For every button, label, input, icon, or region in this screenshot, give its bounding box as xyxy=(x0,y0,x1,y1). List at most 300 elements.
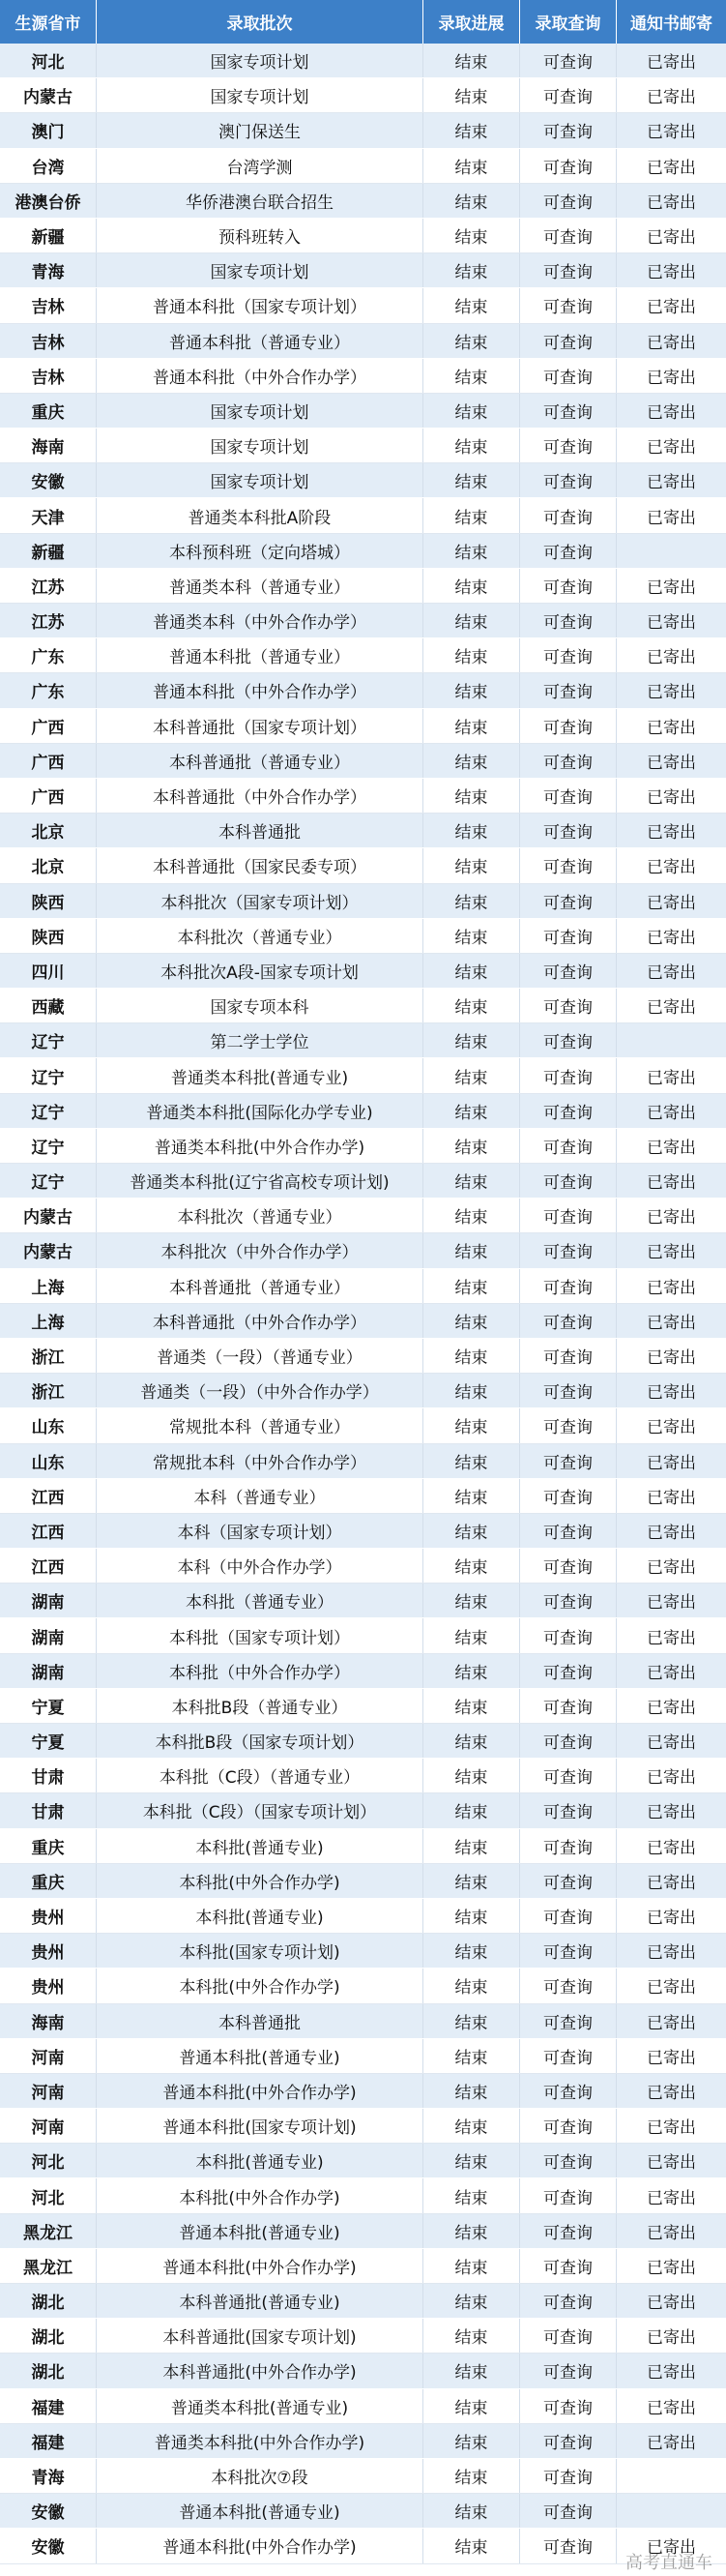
cell-progress: 结束 xyxy=(423,2529,520,2562)
cell-batch: 第二学士学位 xyxy=(97,1023,423,1057)
cell-batch: 本科批（C段）（普通专业） xyxy=(97,1759,423,1792)
cell-notice-mail: 已寄出 xyxy=(647,1103,696,1123)
cell-notice-mail: 已寄出 xyxy=(647,508,696,528)
cell-progress: 结束 xyxy=(423,2039,520,2073)
cell-province: 安徽 xyxy=(0,463,97,497)
table-row xyxy=(0,1864,726,1899)
cell-progress: 结束 xyxy=(423,1829,520,1863)
cell-progress: 结束 xyxy=(423,1374,520,1407)
cell-province: 陕西 xyxy=(0,884,97,918)
cell-query: 可查询 xyxy=(520,1023,617,1057)
cell-progress: 结束 xyxy=(423,1408,520,1442)
table-row xyxy=(0,848,726,883)
cell-query: 可查询 xyxy=(520,2178,617,2212)
cell-query: 可查询 xyxy=(520,2249,617,2283)
cell-query: 可查询 xyxy=(520,2214,617,2248)
cell-query: 可查询 xyxy=(520,1199,617,1232)
cell-notice-mail: 已寄出 xyxy=(647,648,696,668)
cell-province: 广西 xyxy=(0,779,97,813)
cell-query: 可查询 xyxy=(520,954,617,988)
cell-batch: 本科普通批（中外合作办学） xyxy=(97,779,423,813)
cell-province: 河南 xyxy=(0,2074,97,2108)
cell-progress: 结束 xyxy=(423,1899,520,1933)
cell-province: 江苏 xyxy=(0,604,97,637)
cell-batch: 常规批本科（普通专业） xyxy=(97,1408,423,1442)
cell-notice-mail: 已寄出 xyxy=(647,2433,696,2453)
cell-progress: 结束 xyxy=(423,2319,520,2353)
table-row xyxy=(0,2039,726,2074)
cell-batch: 本科批次（普通专业） xyxy=(97,1199,423,1232)
table-header xyxy=(0,0,726,44)
cell-province: 福建 xyxy=(0,2424,97,2458)
cell-province: 青海 xyxy=(0,253,97,287)
cell-notice-mail: 已寄出 xyxy=(647,718,696,738)
watermark-text: 高考直通车 xyxy=(625,2553,712,2573)
table-row xyxy=(0,1094,726,1129)
table-row xyxy=(0,1408,726,1443)
cell-province: 重庆 xyxy=(0,1864,97,1898)
table-row xyxy=(0,779,726,814)
cell-progress: 结束 xyxy=(423,44,520,77)
cell-progress: 结束 xyxy=(423,2074,520,2108)
cell-batch: 本科批(普通专业) xyxy=(97,1899,423,1933)
cell-province: 广西 xyxy=(0,744,97,778)
table-row xyxy=(0,2109,726,2144)
table-row xyxy=(0,1269,726,1304)
cell-notice-mail: 已寄出 xyxy=(647,53,696,74)
table-row xyxy=(0,744,726,779)
cell-query: 可查询 xyxy=(520,113,617,147)
cell-notice-mail: 已寄出 xyxy=(647,683,696,703)
table-row xyxy=(0,1549,726,1584)
cell-batch: 普通本科批(普通专业) xyxy=(97,2214,423,2248)
cell-query: 可查询 xyxy=(520,253,617,287)
cell-notice-mail: 已寄出 xyxy=(647,1453,696,1473)
cell-progress: 结束 xyxy=(423,2494,520,2528)
cell-progress: 结束 xyxy=(423,604,520,637)
cell-batch: 本科普通批（中外合作办学） xyxy=(97,1304,423,1338)
cell-query: 可查询 xyxy=(520,1444,617,1478)
cell-batch: 本科批（普通专业） xyxy=(97,1584,423,1617)
cell-batch: 普通本科批(国家专项计划) xyxy=(97,2109,423,2143)
table-row xyxy=(0,2004,726,2039)
cell-notice-mail: 已寄出 xyxy=(647,577,696,598)
cell-progress: 结束 xyxy=(423,429,520,462)
cell-batch: 本科批B段（普通专业） xyxy=(97,1689,423,1723)
cell-province: 陕西 xyxy=(0,919,97,953)
cell-query: 可查询 xyxy=(520,1654,617,1688)
cell-notice-mail: 已寄出 xyxy=(647,1278,696,1298)
cell-notice-mail: 已寄出 xyxy=(647,2118,696,2139)
cell-query: 可查询 xyxy=(520,1864,617,1898)
cell-province: 辽宁 xyxy=(0,1058,97,1092)
cell-query: 可查询 xyxy=(520,919,617,953)
cell-batch: 本科普通批(国家专项计划) xyxy=(97,2319,423,2353)
cell-batch: 本科（普通专业） xyxy=(97,1479,423,1513)
cell-progress: 结束 xyxy=(423,1444,520,1478)
cell-batch: 国家专项本科 xyxy=(97,989,423,1022)
cell-province: 甘肃 xyxy=(0,1793,97,1827)
table-row xyxy=(0,1793,726,1828)
cell-notice-mail: 已寄出 xyxy=(647,1698,696,1718)
cell-province: 海南 xyxy=(0,2004,97,2038)
cell-batch: 本科批（中外合作办学） xyxy=(97,1654,423,1688)
cell-province: 内蒙古 xyxy=(0,1199,97,1232)
cell-progress: 结束 xyxy=(423,2354,520,2387)
cell-batch: 本科批(中外合作办学) xyxy=(97,1969,423,2002)
cell-batch: 国家专项计划 xyxy=(97,78,423,112)
cell-notice-mail: 已寄出 xyxy=(647,263,696,283)
cell-progress: 结束 xyxy=(423,1023,520,1057)
cell-progress: 结束 xyxy=(423,1479,520,1513)
cell-notice-mail: 已寄出 xyxy=(647,1733,696,1754)
cell-progress: 结束 xyxy=(423,359,520,393)
cell-progress: 结束 xyxy=(423,2214,520,2248)
cell-query: 可查询 xyxy=(520,149,617,183)
cell-query: 可查询 xyxy=(520,534,617,568)
cell-batch: 普通类本科批(中外合作办学) xyxy=(97,2424,423,2458)
cell-progress: 结束 xyxy=(423,2459,520,2493)
cell-progress: 结束 xyxy=(423,2109,520,2143)
cell-notice-mail: 已寄出 xyxy=(647,753,696,773)
cell-notice-mail: 已寄出 xyxy=(647,438,696,459)
cell-province: 河北 xyxy=(0,2178,97,2212)
table-row xyxy=(0,429,726,463)
cell-batch: 本科批B段（国家专项计划） xyxy=(97,1724,423,1758)
table-row xyxy=(0,1339,726,1374)
cell-notice-mail: 已寄出 xyxy=(647,2083,696,2103)
cell-notice-mail: 已寄出 xyxy=(647,1243,696,1263)
cell-progress: 结束 xyxy=(423,1793,520,1827)
table-row xyxy=(0,2459,726,2494)
cell-query: 可查询 xyxy=(520,324,617,358)
cell-province: 河北 xyxy=(0,2144,97,2177)
cell-progress: 结束 xyxy=(423,1549,520,1583)
cell-batch: 本科普通批（国家民委专项） xyxy=(97,848,423,882)
cell-batch: 本科批(中外合作办学) xyxy=(97,1864,423,1898)
cell-query: 可查询 xyxy=(520,78,617,112)
cell-batch: 本科批(普通专业) xyxy=(97,2144,423,2177)
cell-notice-mail: 已寄出 xyxy=(647,962,696,983)
cell-batch: 本科批次（普通专业） xyxy=(97,919,423,953)
cell-query: 可查询 xyxy=(520,1058,617,1092)
cell-batch: 本科普通批(普通专业) xyxy=(97,2284,423,2318)
cell-progress: 结束 xyxy=(423,534,520,568)
cell-query: 可查询 xyxy=(520,1724,617,1758)
cell-notice-mail: 已寄出 xyxy=(647,158,696,178)
cell-province: 湖北 xyxy=(0,2354,97,2387)
cell-progress: 结束 xyxy=(423,1129,520,1163)
cell-province: 湖北 xyxy=(0,2319,97,2353)
table-row xyxy=(0,1724,726,1759)
cell-query: 可查询 xyxy=(520,1899,617,1933)
table-row xyxy=(0,359,726,394)
cell-query: 可查询 xyxy=(520,288,617,322)
cell-batch: 本科预科班（定向塔城） xyxy=(97,534,423,568)
table-row xyxy=(0,1969,726,2003)
cell-notice-mail: 已寄出 xyxy=(647,1768,696,1789)
cell-batch: 普通类（一段）（普通专业） xyxy=(97,1339,423,1373)
cell-province: 重庆 xyxy=(0,394,97,428)
cell-batch: 预科班转入 xyxy=(97,219,423,252)
cell-query: 可查询 xyxy=(520,884,617,918)
cell-progress: 结束 xyxy=(423,1164,520,1198)
cell-province: 上海 xyxy=(0,1269,97,1303)
cell-query: 可查询 xyxy=(520,604,617,637)
cell-province: 辽宁 xyxy=(0,1129,97,1163)
cell-progress: 结束 xyxy=(423,638,520,672)
cell-query: 可查询 xyxy=(520,2319,617,2353)
cell-notice-mail: 已寄出 xyxy=(647,2223,696,2243)
cell-notice-mail: 已寄出 xyxy=(647,2328,696,2349)
cell-query: 可查询 xyxy=(520,2354,617,2387)
cell-province: 广东 xyxy=(0,638,97,672)
cell-batch: 国家专项计划 xyxy=(97,253,423,287)
table-row xyxy=(0,1899,726,1934)
cell-province: 新疆 xyxy=(0,219,97,252)
table-row xyxy=(0,113,726,148)
cell-notice-mail: 已寄出 xyxy=(647,1173,696,1194)
table-row xyxy=(0,2529,726,2563)
cell-province: 江苏 xyxy=(0,569,97,603)
header-batch: 录取批次 xyxy=(97,0,423,44)
table-row xyxy=(0,2178,726,2213)
cell-notice-mail: 已寄出 xyxy=(647,1068,696,1088)
table-row xyxy=(0,954,726,989)
cell-notice-mail: 已寄出 xyxy=(647,858,696,878)
table-row xyxy=(0,1514,726,1549)
cell-notice-mail: 已寄出 xyxy=(647,1628,696,1648)
cell-notice-mail xyxy=(617,534,726,568)
cell-progress: 结束 xyxy=(423,1934,520,1968)
cell-notice-mail: 已寄出 xyxy=(647,893,696,913)
cell-province: 西藏 xyxy=(0,989,97,1022)
cell-progress: 结束 xyxy=(423,2178,520,2212)
cell-province: 宁夏 xyxy=(0,1689,97,1723)
cell-province: 安徽 xyxy=(0,2494,97,2528)
cell-province: 新疆 xyxy=(0,534,97,568)
cell-batch: 普通本科批（中外合作办学） xyxy=(97,673,423,707)
cell-progress: 结束 xyxy=(423,1584,520,1617)
header-province: 生源省市 xyxy=(0,0,97,44)
cell-batch: 本科（国家专项计划） xyxy=(97,1514,423,1548)
cell-query: 可查询 xyxy=(520,2284,617,2318)
table-row xyxy=(0,184,726,219)
table-row xyxy=(0,1479,726,1514)
cell-batch: 普通类本科（普通专业） xyxy=(97,569,423,603)
cell-progress: 结束 xyxy=(423,1199,520,1232)
cell-batch: 普通本科批(中外合作办学) xyxy=(97,2249,423,2283)
cell-progress: 结束 xyxy=(423,1759,520,1792)
table-row xyxy=(0,2214,726,2249)
cell-batch: 本科普通批(中外合作办学) xyxy=(97,2354,423,2387)
cell-progress: 结束 xyxy=(423,2284,520,2318)
table-row xyxy=(0,814,726,848)
table-row xyxy=(0,2354,726,2388)
cell-progress: 结束 xyxy=(423,709,520,743)
cell-batch: 澳门保送生 xyxy=(97,113,423,147)
cell-query: 可查询 xyxy=(520,2109,617,2143)
cell-batch: 本科普通批（普通专业） xyxy=(97,1269,423,1303)
cell-notice-mail: 已寄出 xyxy=(647,1348,696,1369)
cell-province: 内蒙古 xyxy=(0,78,97,112)
cell-query: 可查询 xyxy=(520,1934,617,1968)
cell-progress: 结束 xyxy=(423,113,520,147)
cell-province: 港澳台侨 xyxy=(0,184,97,218)
cell-batch: 本科批(普通专业) xyxy=(97,1829,423,1863)
cell-notice-mail: 已寄出 xyxy=(647,2153,696,2174)
cell-query: 可查询 xyxy=(520,1374,617,1407)
table-row xyxy=(0,534,726,569)
cell-province: 青海 xyxy=(0,2459,97,2493)
cell-notice-mail: 已寄出 xyxy=(647,1383,696,1404)
table-row xyxy=(0,673,726,708)
cell-province: 四川 xyxy=(0,954,97,988)
cell-query: 可查询 xyxy=(520,848,617,882)
cell-province: 河北 xyxy=(0,44,97,77)
cell-notice-mail: 已寄出 xyxy=(647,2258,696,2278)
cell-batch: 普通类本科批(普通专业) xyxy=(97,2389,423,2423)
cell-notice-mail: 已寄出 xyxy=(647,1978,696,1999)
table-row xyxy=(0,1654,726,1689)
header-progress: 录取进展 xyxy=(423,0,520,44)
cell-province: 北京 xyxy=(0,848,97,882)
table-row xyxy=(0,2494,726,2529)
cell-progress: 结束 xyxy=(423,848,520,882)
cell-query: 可查询 xyxy=(520,1514,617,1548)
table-row xyxy=(0,919,726,954)
cell-notice-mail xyxy=(617,2459,726,2493)
cell-province: 甘肃 xyxy=(0,1759,97,1792)
table-row xyxy=(0,2249,726,2284)
cell-query: 可查询 xyxy=(520,2529,617,2562)
cell-province: 澳门 xyxy=(0,113,97,147)
cell-notice-mail: 已寄出 xyxy=(647,613,696,634)
cell-query: 可查询 xyxy=(520,1479,617,1513)
cell-notice-mail: 已寄出 xyxy=(647,2398,696,2418)
cell-batch: 国家专项计划 xyxy=(97,44,423,77)
cell-batch: 普通本科批（国家专项计划） xyxy=(97,288,423,322)
cell-query: 可查询 xyxy=(520,2459,617,2493)
cell-batch: 普通类本科批(中外合作办学) xyxy=(97,1129,423,1163)
table-row xyxy=(0,1129,726,1164)
cell-notice-mail: 已寄出 xyxy=(647,333,696,353)
cell-notice-mail: 已寄出 xyxy=(647,473,696,493)
cell-notice-mail: 已寄出 xyxy=(647,788,696,809)
table-row xyxy=(0,1023,726,1058)
cell-query: 可查询 xyxy=(520,1339,617,1373)
table-row xyxy=(0,2074,726,2109)
cell-query: 可查询 xyxy=(520,2389,617,2423)
cell-query: 可查询 xyxy=(520,2424,617,2458)
table-row xyxy=(0,288,726,323)
cell-notice-mail: 已寄出 xyxy=(647,1663,696,1683)
cell-batch: 本科批(国家专项计划) xyxy=(97,1934,423,1968)
cell-query: 可查询 xyxy=(520,779,617,813)
cell-batch: 普通类本科批A阶段 xyxy=(97,498,423,532)
cell-query: 可查询 xyxy=(520,2144,617,2177)
cell-notice-mail: 已寄出 xyxy=(647,368,696,388)
cell-notice-mail: 已寄出 xyxy=(647,1488,696,1508)
cell-batch: 普通类本科批(国际化办学专业) xyxy=(97,1094,423,1128)
table-row xyxy=(0,2424,726,2459)
cell-progress: 结束 xyxy=(423,1304,520,1338)
cell-query: 可查询 xyxy=(520,359,617,393)
header-notice-mail: 通知书邮寄 xyxy=(630,15,712,34)
cell-batch: 本科普通批 xyxy=(97,2004,423,2038)
cell-province: 贵州 xyxy=(0,1899,97,1933)
table-row xyxy=(0,1058,726,1093)
cell-notice-mail: 已寄出 xyxy=(647,2363,696,2384)
cell-query: 可查询 xyxy=(520,394,617,428)
table-row xyxy=(0,2389,726,2424)
cell-query: 可查询 xyxy=(520,1164,617,1198)
cell-province: 广西 xyxy=(0,709,97,743)
table-row xyxy=(0,78,726,113)
cell-batch: 国家专项计划 xyxy=(97,463,423,497)
cell-query: 可查询 xyxy=(520,814,617,847)
cell-province: 浙江 xyxy=(0,1339,97,1373)
cell-progress: 结束 xyxy=(423,2424,520,2458)
cell-query: 可查询 xyxy=(520,219,617,252)
cell-query: 可查询 xyxy=(520,1269,617,1303)
cell-batch: 普通本科批（普通专业） xyxy=(97,324,423,358)
cell-query: 可查询 xyxy=(520,1689,617,1723)
cell-notice-mail: 已寄出 xyxy=(647,298,696,318)
cell-progress: 结束 xyxy=(423,989,520,1022)
cell-progress: 结束 xyxy=(423,1689,520,1723)
cell-province: 湖南 xyxy=(0,1654,97,1688)
cell-query: 可查询 xyxy=(520,1618,617,1652)
cell-progress: 结束 xyxy=(423,463,520,497)
cell-progress: 结束 xyxy=(423,779,520,813)
cell-notice-mail: 已寄出 xyxy=(647,928,696,948)
cell-batch: 普通本科批(普通专业) xyxy=(97,2039,423,2073)
cell-progress: 结束 xyxy=(423,1233,520,1267)
cell-province: 广东 xyxy=(0,673,97,707)
cell-batch: 普通本科批（普通专业） xyxy=(97,638,423,672)
cell-province: 重庆 xyxy=(0,1829,97,1863)
cell-query: 可查询 xyxy=(520,709,617,743)
cell-query: 可查询 xyxy=(520,569,617,603)
cell-notice-mail: 已寄出 xyxy=(647,2188,696,2208)
cell-batch: 国家专项计划 xyxy=(97,429,423,462)
cell-progress: 结束 xyxy=(423,1864,520,1898)
cell-batch: 本科普通批（国家专项计划） xyxy=(97,709,423,743)
cell-notice-mail: 已寄出 xyxy=(647,998,696,1019)
cell-progress: 结束 xyxy=(423,1969,520,2002)
cell-progress: 结束 xyxy=(423,78,520,112)
table-row xyxy=(0,1934,726,1969)
table-row xyxy=(0,1584,726,1618)
cell-notice-mail: 已寄出 xyxy=(647,1418,696,1438)
cell-progress: 结束 xyxy=(423,2004,520,2038)
cell-progress: 结束 xyxy=(423,184,520,218)
cell-province: 山东 xyxy=(0,1444,97,1478)
cell-notice-mail: 已寄出 xyxy=(647,823,696,844)
table-row xyxy=(0,2144,726,2178)
cell-province: 贵州 xyxy=(0,1969,97,2002)
cell-province: 宁夏 xyxy=(0,1724,97,1758)
cell-province: 浙江 xyxy=(0,1374,97,1407)
cell-province: 北京 xyxy=(0,814,97,847)
cell-progress: 结束 xyxy=(423,324,520,358)
cell-batch: 普通类（一段）（中外合作办学） xyxy=(97,1374,423,1407)
header-query: 录取查询 xyxy=(520,0,617,44)
table-row xyxy=(0,253,726,288)
cell-progress: 结束 xyxy=(423,219,520,252)
cell-query: 可查询 xyxy=(520,1094,617,1128)
